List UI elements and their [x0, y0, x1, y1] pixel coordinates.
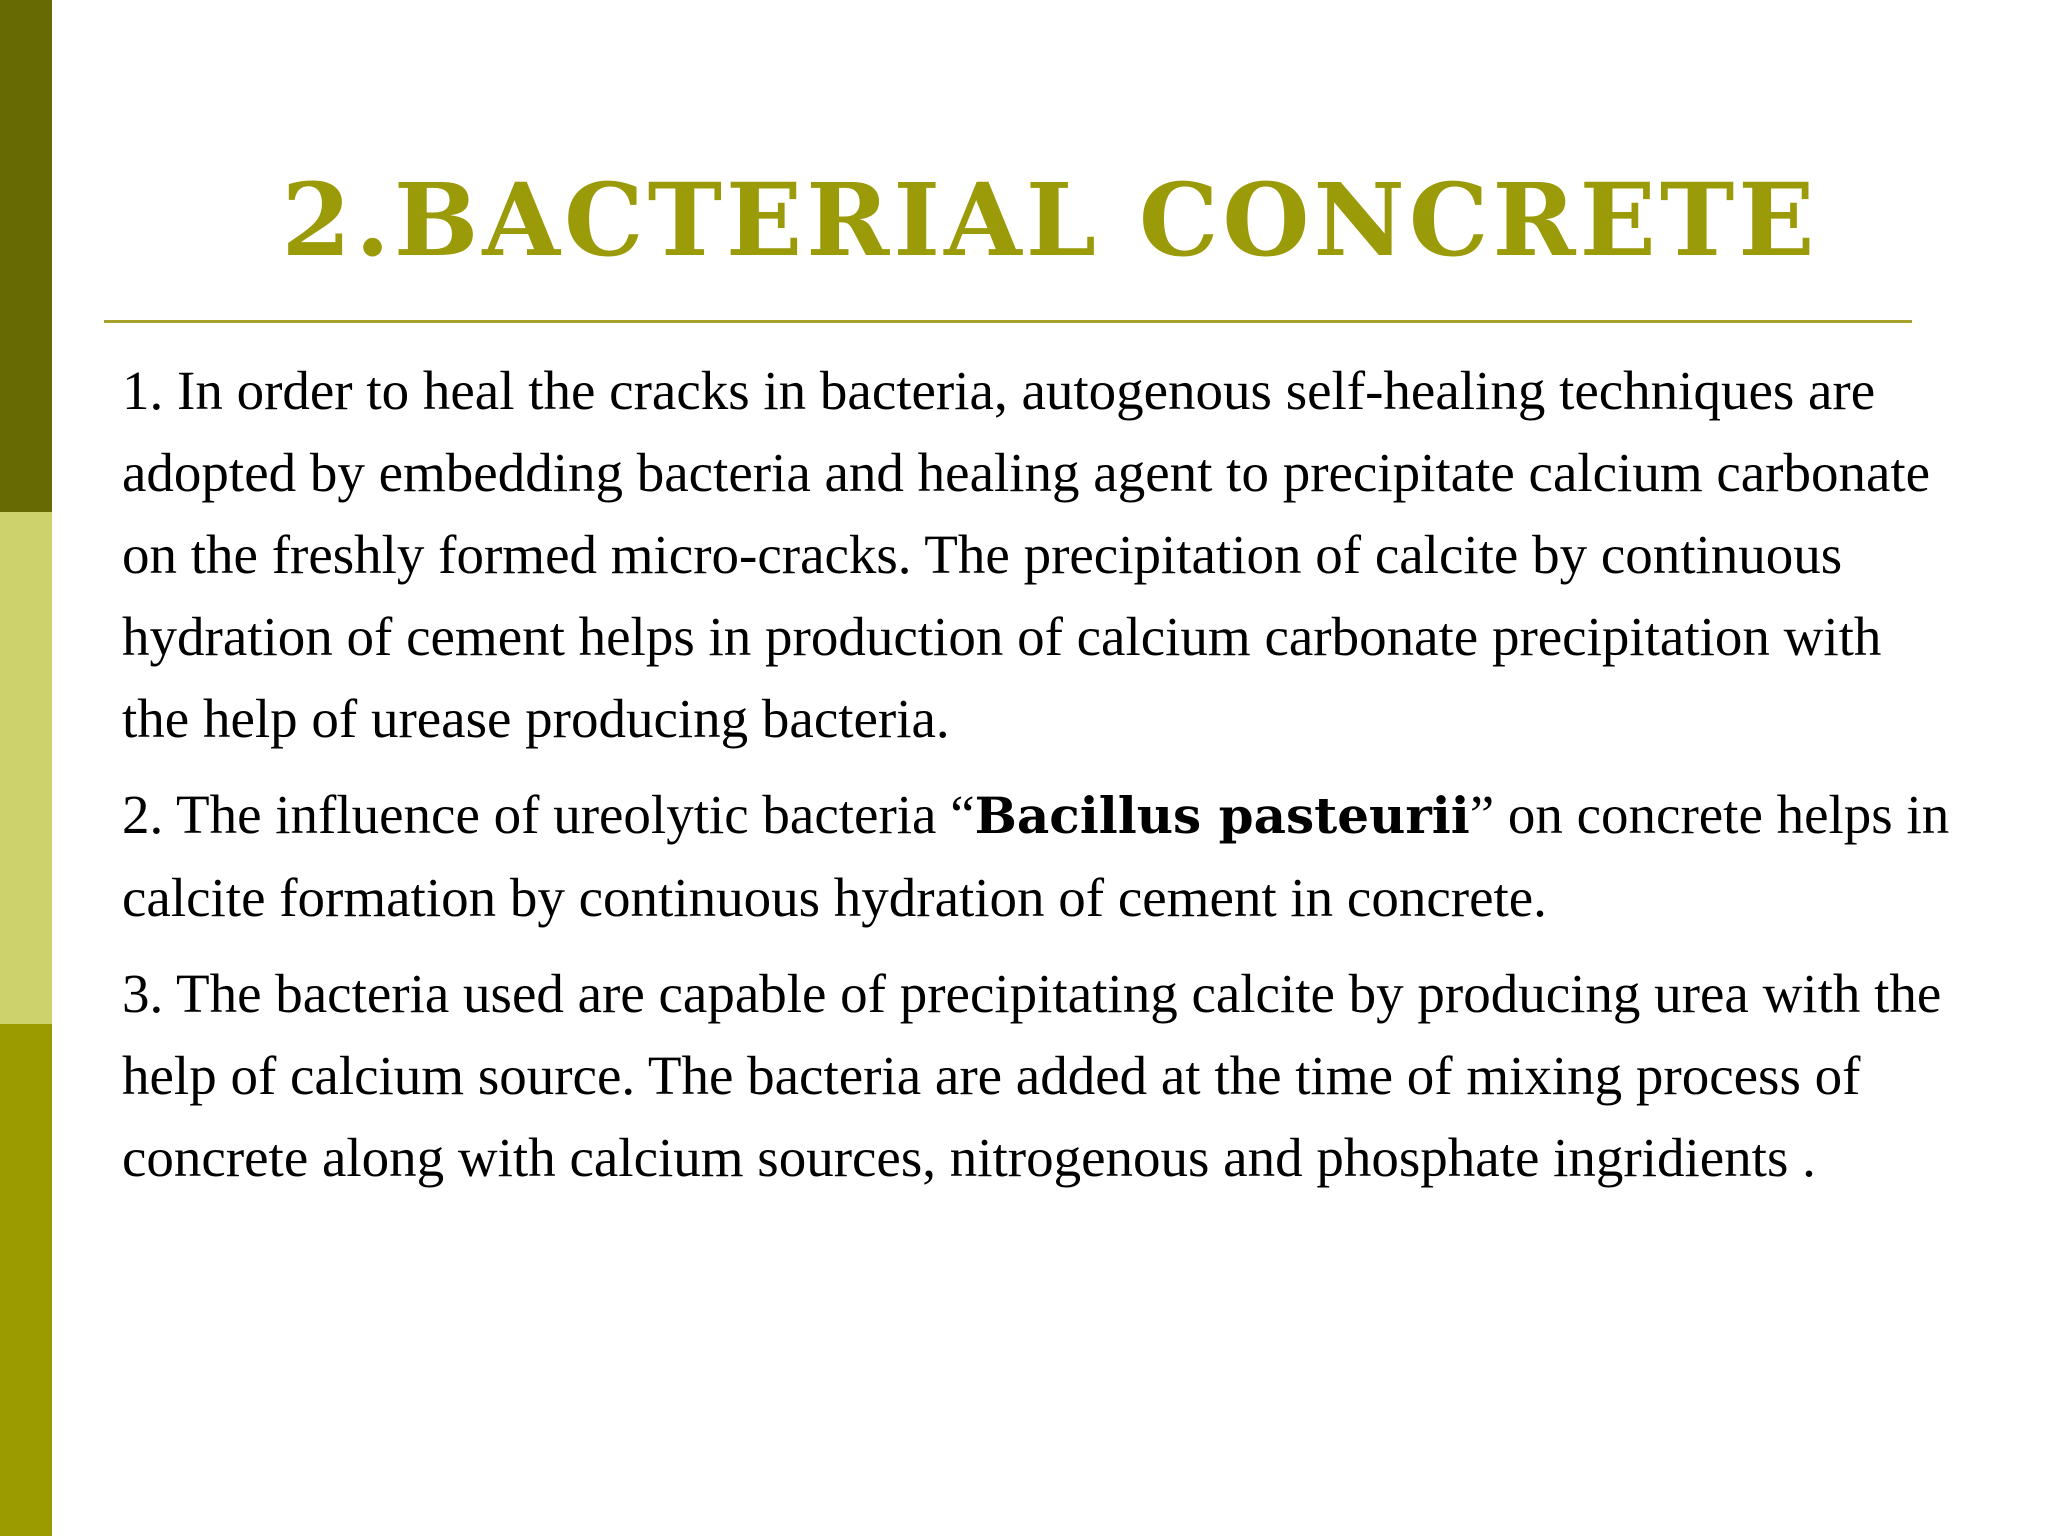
- paragraph-1: 1. In order to heal the cracks in bacteria, autogenous self-healing techniques are adopted by embedding bacteria and healing agent to precipitate calcium carbonate on the freshly formed micro-cracks. The precipitation of calcite by continuous hydration of cement helps in production of calcium carbonate precipitation with the help of urease producing bacteria.: [122, 360, 1931, 749]
- side-bar-middle: [0, 512, 52, 1024]
- paragraph-2-rest: ” on concrete helps in calcite formation by continuous hydration of cement in concrete.: [122, 784, 1950, 928]
- side-bar-top: [0, 0, 52, 512]
- paragraph-3: 3. The bacteria used are capable of precipitating calcite by producing urea with the help of calcium source. The bacteria are added at the time of mixing process of concrete along with calcium sources, nitrogenous and phosphate ingridients .: [122, 963, 1942, 1188]
- bacteria-name: Bacillus pasteurii: [974, 786, 1470, 845]
- slide-title: 2.BACTERIAL CONCRETE: [281, 161, 1819, 279]
- title-divider: [104, 320, 1912, 323]
- paragraph-2-intro: 2. The influence of ureolytic bacteria “: [122, 784, 975, 845]
- slide-body: [122, 350, 1952, 1213]
- paragraph-2: [122, 774, 1952, 939]
- side-bar-bottom: [0, 1024, 52, 1536]
